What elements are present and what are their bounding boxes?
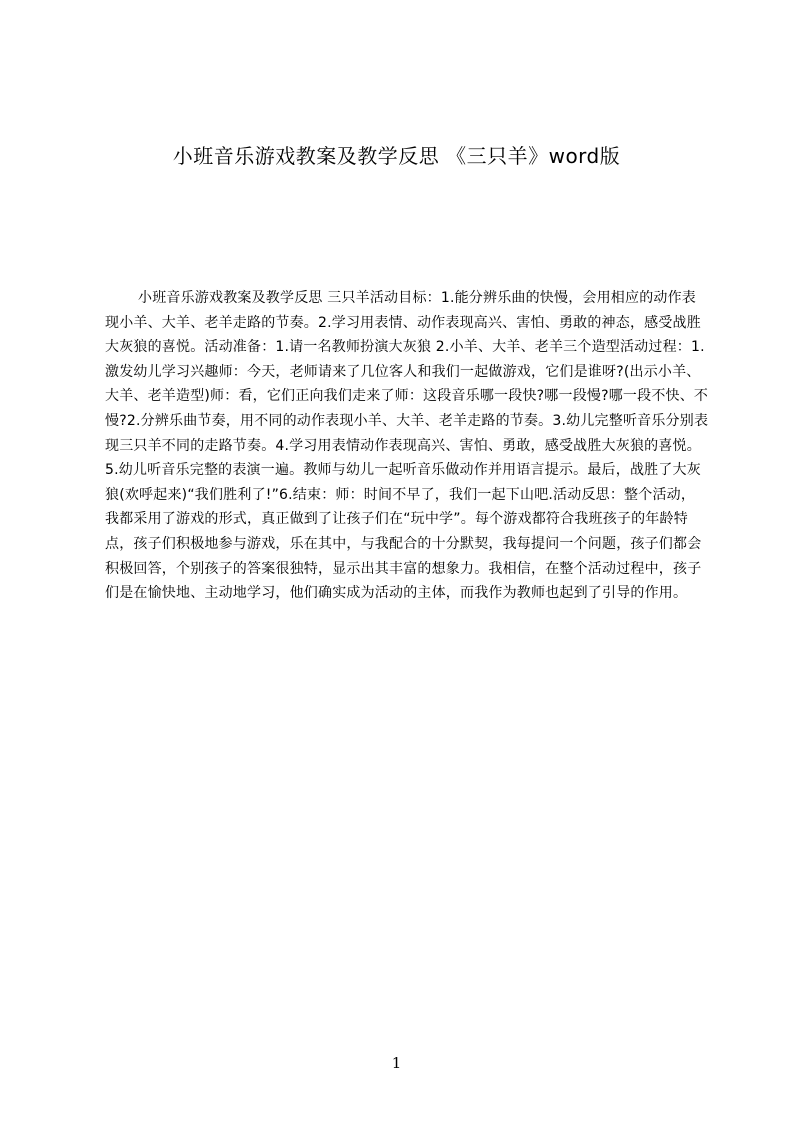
document-title: 小班音乐游戏教案及教学反思 《三只羊》word版 <box>172 144 621 168</box>
document-body-paragraph: 小班音乐游戏教案及教学反思 三只羊活动目标：1.能分辨乐曲的快慢，会用相应的动作表现小羊、大羊、老羊走路的节奏。2.学习用表情、动作表现高兴、害怕、勇敢的神态，感受战胜大灰狼的喜悦。活动准备：1.请一名教师扮演大灰狼 2.小羊、大羊、老羊三个造型活动过程：1.激发幼儿学习兴趣师：今天，老师请来了几位客人和我们一起做游戏，它们是谁呀?(出示小羊、大羊、老羊造型)师：看，它们正向我们走来了师：这段音乐哪一段快?哪一段慢?哪一段不快、不慢?2.分辨乐曲节奏，用不同的动作表现小羊、大羊、老羊走路的节奏。3.幼儿完整听音乐分别表现三只羊不同的走路节奏。4.学习用表情动作表现高兴、害怕、勇敢，感受战胜大灰狼的喜悦。5.幼儿听音乐完整的表演一遍。教师与幼儿一起听音乐做动作并用语言提示。最后，战胜了大灰狼(欢呼起来)“我们胜利了!”6.结束：师：时间不早了，我们一起下山吧.活动反思：整个活动，我都采用了游戏的形式，真正做到了让孩子们在“玩中学”。每个游戏都符合我班孩子的年龄特点，孩子们积极地参与游戏，乐在其中，与我配合的十分默契，我每提问一个问题，孩子们都会积极回答，个别孩子的答案很独特，显示出其丰富的想象力。我相信，在整个活动过程中，孩子们是在愉快地、主动地学习，他们确实成为活动的主体，而我作为教师也起到了引导的作用。 <box>105 290 709 602</box>
page-number: 1 <box>391 1054 402 1072</box>
